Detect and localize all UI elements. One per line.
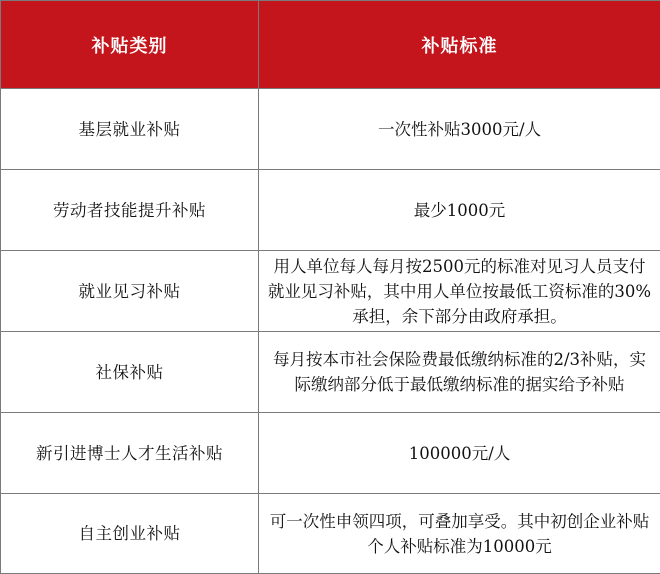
cell-category: 劳动者技能提升补贴 [1,170,259,251]
cell-standard: 一次性补贴3000元/人 [259,89,660,170]
table-row [1,170,660,251]
cell-standard: 最少1000元 [259,170,660,251]
table-row [1,332,660,413]
cell-standard: 每月按本市社会保险费最低缴纳标准的2/3补贴，实际缴纳部分低于最低缴纳标准的据实给予补贴 [259,332,660,413]
cell-category: 自主创业补贴 [1,494,259,574]
cell-category: 新引进博士人才生活补贴 [1,413,259,494]
table-row [1,494,660,574]
table-row [1,89,660,170]
table-row [1,251,660,332]
cell-standard: 用人单位每人每月按2500元的标准对见习人员支付就业见习补贴，其中用人单位按最低工资标准的30%承担，余下部分由政府承担。 [259,251,660,332]
cell-standard: 可一次性申领四项，可叠加享受。其中初创企业补贴个人补贴标准为10000元 [259,494,660,574]
cell-category: 社保补贴 [1,332,259,413]
cell-standard: 100000元/人 [259,413,660,494]
cell-category: 基层就业补贴 [1,89,259,170]
cell-category: 就业见习补贴 [1,251,259,332]
table-row [1,413,660,494]
header-category: 补贴类别 [1,1,259,89]
table-body [1,89,660,574]
table-header [1,1,660,89]
header-row [1,1,660,89]
header-standard: 补贴标准 [259,1,660,89]
